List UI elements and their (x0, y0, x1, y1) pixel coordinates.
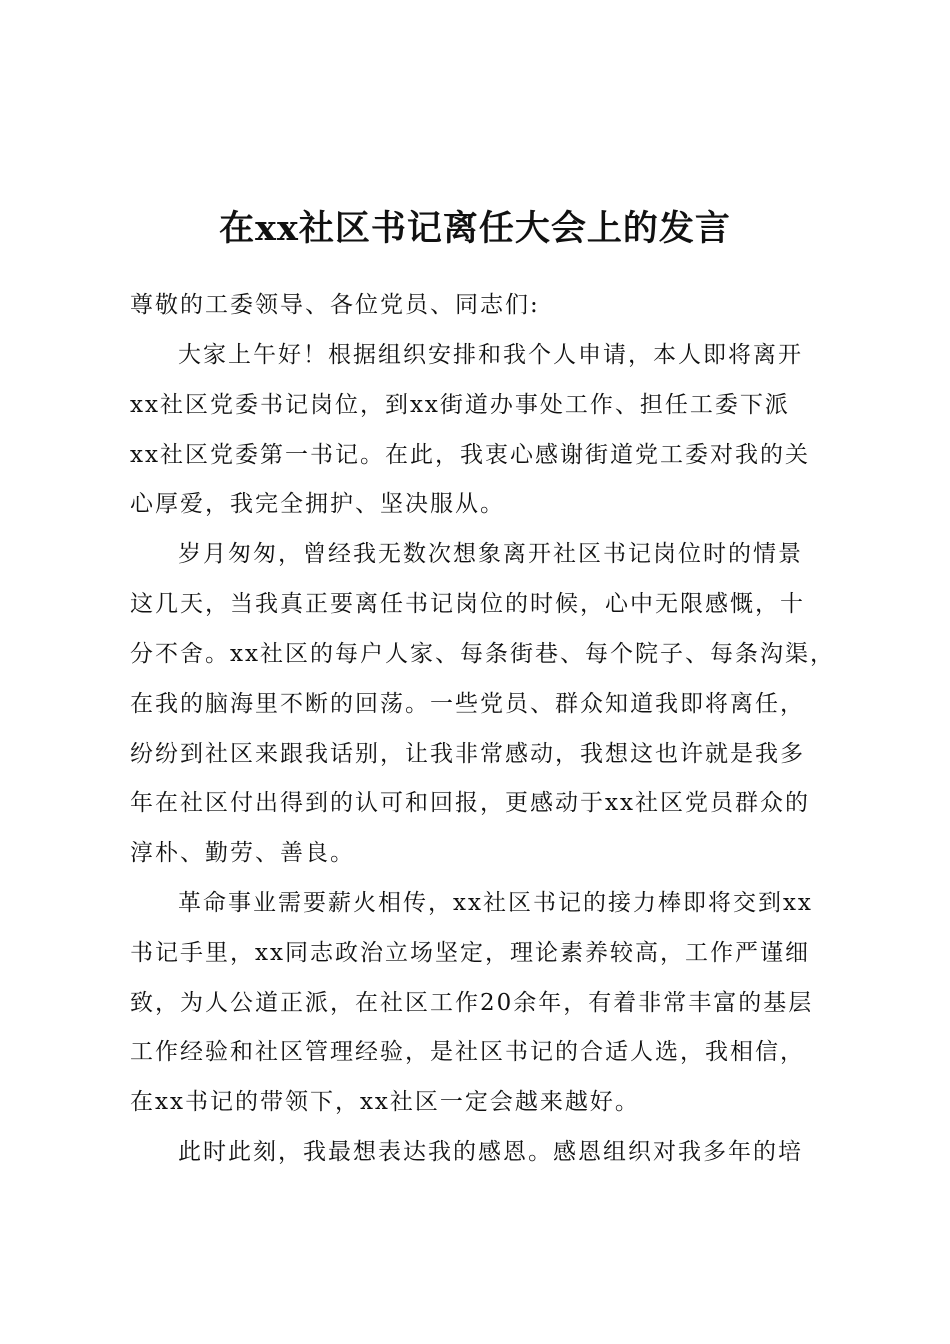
paragraph-2-line-2: 这几天，当我真正要离任书记岗位的时候，心中无限感慨，十 (130, 591, 805, 617)
paragraph-3-line-5: 在xx书记的带领下，xx社区一定会越来越好。 (130, 1089, 640, 1115)
paragraph-3-line-2: 书记手里，xx同志政治立场坚定，理论素养较高，工作严谨细 (130, 940, 810, 966)
paragraph-1-line-4: 心厚爱，我完全拥护、坚决服从。 (130, 491, 505, 517)
paragraph-2-line-1: 岁月匆匆，曾经我无数次想象离开社区书记岗位时的情景 (178, 541, 803, 567)
salutation: 尊敬的工委领导、各位党员、同志们: (130, 292, 540, 318)
paragraph-2-line-4: 在我的脑海里不断的回荡。一些党员、群众知道我即将离任， (130, 691, 805, 717)
paragraph-1-line-1: 大家上午好！根据组织安排和我个人申请，本人即将离开 (178, 342, 803, 368)
paragraph-1-line-3: xx社区党委第一书记。在此，我衷心感谢街道党工委对我的关 (130, 442, 810, 468)
paragraph-4-line-1: 此时此刻，我最想表达我的感恩。感恩组织对我多年的培 (178, 1139, 803, 1165)
paragraph-2-line-5: 纷纷到社区来跟我话别，让我非常感动，我想这也许就是我多 (130, 741, 805, 767)
paragraph-3-line-1: 革命事业需要薪火相传，xx社区书记的接力棒即将交到xx (178, 890, 813, 916)
paragraph-3-line-4: 工作经验和社区管理经验，是社区书记的合适人选，我相信， (130, 1039, 805, 1065)
paragraph-2-line-6: 年在社区付出得到的认可和回报，更感动于xx社区党员群众的 (130, 790, 810, 816)
paragraph-2-line-3: 分不舍。xx社区的每户人家、每条街巷、每个院子、每条沟渠， (130, 641, 835, 667)
paragraph-1-line-2: xx社区党委书记岗位，到xx街道办事处工作、担任工委下派 (130, 392, 790, 418)
paragraph-3-line-3: 致，为人公道正派，在社区工作20余年，有着非常丰富的基层 (130, 990, 814, 1016)
document-title: 在xx社区书记离任大会上的发言 (219, 208, 731, 249)
paragraph-2-line-7: 淳朴、勤劳、善良。 (130, 840, 355, 866)
